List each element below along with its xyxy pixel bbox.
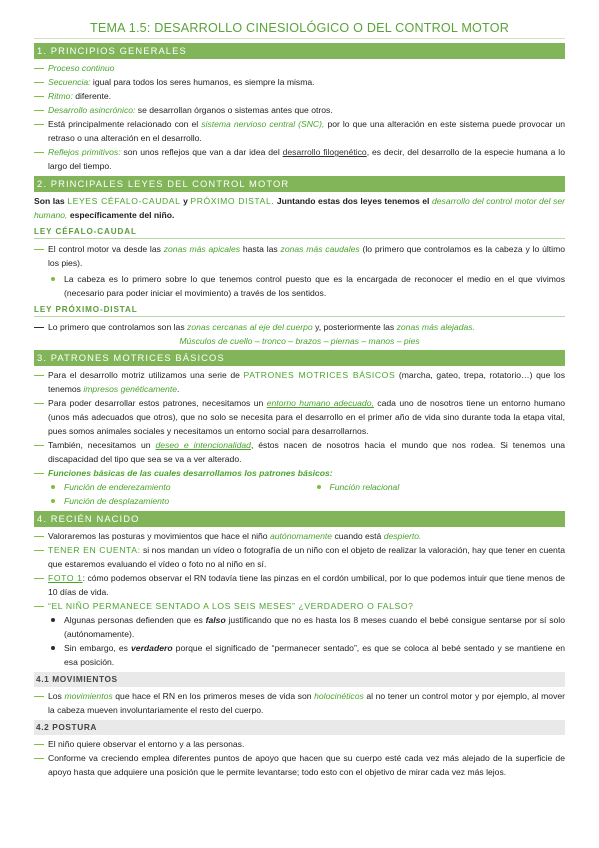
- bullet-item: [34, 641, 565, 669]
- dash-marker: [34, 606, 44, 607]
- item-text: hasta las: [242, 244, 278, 254]
- section-heading-principios: 1. PRINCIPIOS GENERALES: [34, 43, 565, 59]
- item-text: Función de desplazamiento: [64, 496, 170, 506]
- item-text: Para poder desarrollar estos patrones, necesitamos un: [48, 398, 264, 408]
- section-heading-leyes: 2. PRINCIPALES LEYES DEL CONTROL MOTOR: [34, 176, 565, 192]
- item-key: Desarrollo asincrónico:: [48, 105, 136, 115]
- dash-marker: [34, 445, 44, 446]
- section-intro: [34, 194, 565, 222]
- item-text: diferente.: [75, 91, 112, 101]
- list-item: [34, 571, 565, 599]
- item-text: El control motor va desde las: [48, 244, 161, 254]
- bullet-marker: [51, 277, 55, 281]
- intro-text: específicamente del niño.: [69, 210, 175, 220]
- list-item: [34, 599, 565, 613]
- list-item: [34, 242, 565, 270]
- item-key: despierto.: [383, 531, 422, 541]
- document-body: [34, 43, 565, 779]
- item-key: Funciones básicas de las cuales desarrollamos los patrones básicos:: [48, 468, 333, 478]
- law-heading-cefalo-caudal: LEY CÉFALO-CAUDAL: [34, 226, 565, 239]
- item-key: impresos genéticamente: [83, 384, 177, 394]
- item-text: por lo que una alteración en este sistema puede provocar un retraso o una alteración en el desarrollo.: [48, 119, 566, 143]
- item-text: Los: [48, 691, 62, 701]
- bullet-item: [34, 613, 565, 641]
- list-item: [34, 737, 565, 751]
- item-text: Sin embargo, es: [64, 643, 128, 653]
- intro-text: y: [183, 196, 188, 206]
- law-heading-proximo-distal: LEY PRÓXIMO-DISTAL: [34, 304, 565, 317]
- item-text: Lo primero que controlamos son las: [48, 322, 185, 332]
- item-key: movimientos: [64, 691, 113, 701]
- item-text: porque el significado de “permanecer sentado”, es que se coloca al bebé sentado y se mantiene en esa posición.: [64, 643, 566, 667]
- dash-marker: [34, 536, 44, 537]
- bullet-item: [34, 480, 300, 494]
- item-key: PATRONES MOTRICES BÁSICOS: [243, 370, 396, 380]
- list-item: [34, 89, 565, 103]
- item-text: cuando está: [334, 531, 382, 541]
- item-text: son unos reflejos que van a dar idea del: [123, 147, 280, 157]
- intro-text: Juntando estas dos leyes tenemos el: [276, 196, 430, 206]
- bullet-marker: [51, 499, 55, 503]
- item-key: Ritmo:: [48, 91, 73, 101]
- list-item: [34, 529, 565, 543]
- item-key: TENER EN CUENTA:: [48, 545, 141, 555]
- functions-list: [34, 480, 565, 494]
- list-item: [34, 145, 565, 173]
- item-text: se desarrollan órganos o sistemas antes que otros.: [137, 105, 333, 115]
- item-text: Está principalmente relacionado con el: [48, 119, 199, 129]
- dash-marker: [34, 473, 44, 474]
- dash-marker: [34, 96, 44, 97]
- intro-key: PRÓXIMO DISTAL.: [190, 196, 275, 206]
- item-text: (marcha, gateo, trepa, rotatorio…) que los tenemos: [48, 370, 565, 394]
- item-key: “EL NIÑO PERMANECE SENTADO A LOS SEIS MESES” ¿VERDADERO O FALSO?: [48, 601, 414, 611]
- item-key: holocinéticos: [314, 691, 364, 701]
- section-heading-patrones: 3. PATRONES MOTRICES BÁSICOS: [34, 350, 565, 366]
- section-heading-recien-nacido: 4. RECIÉN NACIDO: [34, 511, 565, 527]
- item-key: autónomamente: [269, 531, 333, 541]
- list-item: [34, 320, 565, 334]
- item-text: igual para todos los seres humanos, es siempre la misma.: [92, 77, 315, 87]
- item-text: si nos mandan un vídeo o fotografía de un niño con el objeto de realizar la valoración, hay que tener en cuenta que estaremos evaluando el vídeo o foto no al niño en sí.: [48, 545, 565, 569]
- item-text: Proceso continuo: [48, 63, 115, 73]
- item-key: zonas más apicales: [163, 244, 241, 254]
- bullet-marker: [51, 618, 55, 622]
- item-text: Función de enderezamiento: [64, 482, 171, 492]
- item-text: : cómo podemos observar el RN todavía tiene las pinzas en el cordón umbilical, por lo que podemos intuir que tiene menos de 10 días de vida.: [48, 573, 565, 597]
- list-item: [34, 466, 565, 480]
- item-text: El niño quiere observar el entorno y a las personas.: [48, 739, 245, 749]
- dash-marker: [34, 82, 44, 83]
- dash-marker: [34, 758, 44, 759]
- document-title: TEMA 1.5: DESARROLLO CINESIOLÓGICO O DEL CONTROL MOTOR: [89, 21, 509, 35]
- item-key: zonas cercanas al eje del cuerpo: [187, 322, 313, 332]
- item-text: y, posteriormente las: [315, 322, 395, 332]
- bullet-marker: [51, 646, 55, 650]
- bullet-marker: [51, 485, 55, 489]
- intro-text: Son las: [34, 196, 65, 206]
- item-text: que hace el RN en los primeros meses de vida son: [115, 691, 312, 701]
- dash-marker: [34, 696, 44, 697]
- item-key: zonas más caudales: [280, 244, 360, 254]
- item-text: La cabeza es lo primero sobre lo que tenemos control puesto que es la encargada de reconocer el medio en el que vivimos (necesario para poder iniciar el movimiento) a través de los sentidos.: [64, 274, 565, 298]
- item-key: FOTO 1: [48, 573, 83, 583]
- dash-marker: [34, 550, 44, 551]
- subsection-heading-postura: 4.2 POSTURA: [34, 720, 565, 735]
- item-text: También, necesitamos un: [48, 440, 151, 450]
- bullet-item: [300, 480, 566, 494]
- dash-marker: [34, 327, 44, 328]
- dash-marker: [34, 152, 44, 153]
- list-item: [34, 117, 565, 145]
- item-text: Algunas personas defienden que es: [64, 615, 203, 625]
- item-text: Conforme va creciendo emplea diferentes puntos de apoyo que hacen que su cuerpo esté cada vez más alejado de la superficie de apoyo hasta que adquiere una posición que le permite levantarse; todo esto con el objetivo de mirar cada vez más lejos.: [48, 753, 565, 777]
- dash-marker: [34, 68, 44, 69]
- item-key: sistema nervioso central (SNC),: [201, 119, 325, 129]
- item-text: al no tener un control motor y por ejemplo, al mover la cabeza mueven involuntariamente el resto del cuerpo.: [48, 691, 566, 715]
- item-text: justificando que no es hasta los 8 meses cuando el bebé consigue sentarse por sí solo (autónomamente).: [64, 615, 565, 639]
- bullet-item: [34, 272, 565, 300]
- item-key: entorno humano adecuado,: [266, 398, 374, 408]
- item-key: verdadero: [131, 643, 173, 653]
- item-text: Valoraremos las posturas y movimientos que hace el niño: [48, 531, 268, 541]
- item-text: .: [176, 384, 180, 394]
- item-text: , es decir, del desarrollo de la especie humana a lo largo del tiempo.: [48, 147, 565, 171]
- bullet-item: [34, 494, 565, 508]
- list-item: [34, 61, 565, 75]
- item-key: Reflejos primitivos:: [48, 147, 121, 157]
- bullet-marker: [317, 485, 321, 489]
- intro-key: desarrollo del control motor del ser humano,: [34, 196, 565, 220]
- list-item: [34, 103, 565, 117]
- item-key: zonas más alejadas.: [396, 322, 475, 332]
- item-key: falso: [205, 615, 226, 625]
- item-text: Función relacional: [329, 482, 400, 492]
- muscle-sequence: Músculos de cuello – tronco – brazos – piernas – manos – pies: [179, 336, 420, 346]
- title-divider: [34, 38, 565, 39]
- intro-key: LEYES CÉFALO-CAUDAL: [67, 196, 181, 206]
- list-item: [34, 689, 565, 717]
- list-item: [34, 543, 565, 571]
- dash-marker: [34, 578, 44, 579]
- item-text: cada uno de nosotros tiene un entorno humano (unos más adecuados que otros), que no solo se necesita para el desarrollo en el primer año de vida sino durante toda la etapa vital, pues somos animales sociales y necesitamos un entorno social para desarrollarnos.: [48, 398, 566, 436]
- list-item: [34, 396, 565, 438]
- dash-marker: [34, 744, 44, 745]
- dash-marker: [34, 375, 44, 376]
- dash-marker: [34, 124, 44, 125]
- item-key: Secuencia:: [48, 77, 91, 87]
- item-text: , éstos nacen de nosotros hacia el mundo que nos rodea. Si tenemos una discapacidad del tipo que sea se va a ver alterado.: [48, 440, 566, 464]
- dash-marker: [34, 249, 44, 250]
- list-item: [34, 368, 565, 396]
- item-underlined: desarrollo filogenético: [282, 147, 367, 157]
- item-key: deseo e intencionalidad: [155, 440, 251, 450]
- dash-marker: [34, 110, 44, 111]
- item-text: Para el desarrollo motriz utilizamos una serie de: [48, 370, 240, 380]
- list-item: [34, 438, 565, 466]
- list-item: [34, 751, 565, 779]
- list-item: [34, 75, 565, 89]
- item-text: (lo primero que controlamos es la cabeza y lo último los pies).: [48, 244, 566, 268]
- dash-marker: [34, 403, 44, 404]
- subsection-heading-movimientos: 4.1 MOVIMIENTOS: [34, 672, 565, 687]
